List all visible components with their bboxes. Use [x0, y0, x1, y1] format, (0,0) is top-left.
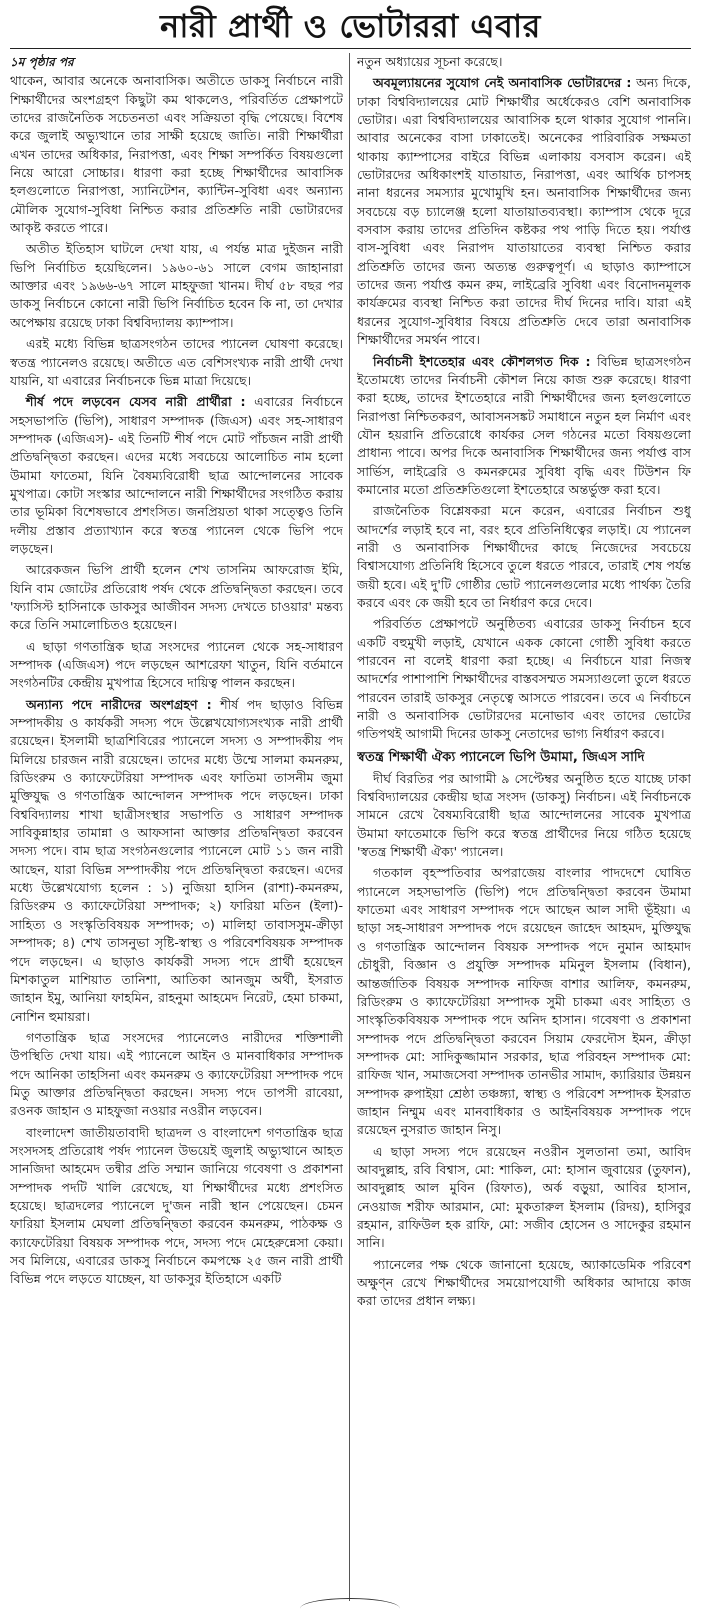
inline-subheading: শীর্ষ পদে লড়বেন যেসব নারী প্রার্থীরা : — [26, 394, 246, 410]
left-column — [10, 53, 343, 1605]
continued-from-page-label: ১ম পৃষ্ঠার পর — [10, 55, 74, 69]
headline-rule — [10, 48, 691, 49]
paragraph-text: অন্য দিকে, ঢাকা বিশ্ববিদ্যালয়ের মোট শিক্ষার্থীর অর্ধেকেরও বেশি অনাবাসিক ভোটার। এরা বিশ্ববিদ্যালয়ের আবাসিক হলে থাকার সুযোগ পাননি। আবার অনেকের বাসা ঢাকাতেই। অনেকের পারিবারিক সক্ষমতা থাকায় ক্যাম্পাসের বাইরে বিভিন্ন এলাকায় বসবাস করেন। এই ভোটারদের অধিকাংশই যাতায়াত, নিরাপত্তা, এবং আর্থিক চাপসহ নানা ধরনের সমস্যার মুখোমুখি হন। অনাবাসিক শিক্ষার্থীদের জন্য সবচেয়ে বড় চ্যালেঞ্জ হলো যাতায়াতব্যবস্থা। ক্যাম্পাস থেকে দূরে বসবাস করায় তাদের প্রতিদিন কষ্টকর পথ পাড়ি দিতে হয়। পর্যাপ্ত বাস-সুবিধা এবং নিরাপদ যাতায়াতের ব্যবস্থা নিশ্চিত করার প্রতিশ্রুতি তাদের জন্য অত্যন্ত গুরুত্বপূর্ণ। এ ছাড়াও ক্যাম্পাসে তাদের জন্য পর্যাপ্ত কমন রুম, লাইব্রেরি সুবিধা এবং বিনোদনমূলক কার্যক্রমের ব্যবস্থা নিশ্চিত করা তাদের দীর্ঘ দিনের দাবি। যারা এই ধরনের সুযোগ-সুবিধার বিষয়ে প্রতিশ্রুতি দেবে তারা অনাবাসিক শিক্ষার্থীদের সমর্থন পাবে। — [357, 75, 691, 348]
paragraph: রাজনৈতিক বিশ্লেষকরা মনে করেন, এবারের নির্বাচন শুধু আদর্শের লড়াই হবে না, বরং হবে প্রতিনিধিত্বের লড়াই। যে প্যানেল নারী ও অনাবাসিক শিক্ষার্থীদের কাছে নিজেদের সবচেয়ে বিশ্বাসযোগ্য প্রতিনিধি হিসেবে তুলে ধরতে পারবে, তারাই শেষ পর্যন্ত জয়ী হবে। এই দু'টি গোষ্ঠীর ভোট প্যানেলগুলোর মধ্যে পার্থক্য তৈরি করবে এবং কে জয়ী হবে তা নির্ধারণ করে দেবে। — [357, 503, 691, 610]
paragraph: প্যানেলের পক্ষ থেকে জানানো হয়েছে, অ্যাকাডেমিক পরিবেশ অক্ষুণ্ন রেখে শিক্ষার্থীদের সময়োপযোগী অধিকার আদায়ে কাজ করা তাদের প্রধান লক্ষ্য। — [357, 1256, 691, 1309]
paragraph-text: শীর্ষ পদ ছাড়াও বিভিন্ন সম্পাদকীয় ও কার্যকরী সদস্য পদে উল্লেখযোগ্যসংখ্যক নারী প্রার্থী রয়েছেন। ইসলামী ছাত্রশিবিরের প্যানেলে সদস্য ও সম্পাদকীয় পদ মিলিয়ে চারজন নারী রয়েছেন। তাদের মধ্যে উম্মে সালমা কমনরুম, রিডিংরুম ও ক্যাফেটেরিয়া সম্পাদক এবং ফাতিমা তাসনীম জুমা মুক্তিযুদ্ধ ও গণতান্ত্রিক আন্দোলন সম্পাদক পদে লড়ছেন। ঢাকা বিশ্ববিদ্যালয় শাখা ছাত্রীসংস্থার সভাপতি ও সাধারণ সম্পাদক সাবিকুন্নাহার তামান্না ও আফসানা আক্তার প্রতিদ্বন্দ্বিতা করবেন সদস্য পদে। বাম ছাত্র সংগঠনগুলোর প্যানেলে মোট ১১ জন নারী আছেন, যারা বিভিন্ন সম্পাদকীয় পদে প্রতিদ্বন্দ্বিতা করছেন। এদের মধ্যে উল্লেখযোগ্য হলেন : ১) নুজিয়া হাসিন (রাশা)-কমনরুম, রিডিংরুম ও ক্যাফেটেরিয়া সম্পাদক; ২) ফারিয়া মতিন (ইলা)-সাহিত্য ও সংস্কৃতিবিষয়ক সম্পাদক; ৩) মালিহা তাবাসসুম-ক্রীড়া সম্পাদক; ৪) শেখ তাসনুভা সৃষ্টি-স্বাস্থ্য ও পরিবেশবিষয়ক সম্পাদক পদে লড়ছেন। এ ছাড়াও কার্যকরী সদস্য পদে প্রার্থী হয়েছেন মিশকাতুল মাশিয়াত তানিশা, আতিকা আনজুম অর্থী, ইসরাত জাহান ইমু, আনিয়া ফাহমিন, রাহনুমা আহমেদ নিরেট, হেমা চাকমা, নোশিন হুমায়রা। — [10, 696, 343, 1024]
paragraph: এ ছাড়া গণতান্ত্রিক ছাত্র সংসদের প্যানেল থেকে সহ-সাধারণ সম্পাদক (এজিএস) পদে লড়ছেন আশরেফা খাতুন, যিনি বর্তমানে সংগঠনটির কেন্দ্রীয় মুখপাত্র হিসেবে দায়িত্ব পালন করছেন। — [10, 638, 343, 691]
paragraph: গতকাল বৃহস্পতিবার অপরাজেয় বাংলার পাদদেশে ঘোষিত প্যানেলে সহসভাপতি (ভিপি) পদে প্রতিদ্বন্দ্বিতা করবেন উমামা ফাতেমা এবং সাধারণ সম্পাদক পদে আছেন আল সাদী ভূঁইয়া। এ ছাড়া সহ-সাধারণ সম্পাদক পদে রয়েছেন জাহেদ আহমদ, মুক্তিযুদ্ধ ও গণতান্ত্রিক আন্দোলন বিষয়ক সম্পাদক পদে নুমান আহমাদ চৌধুরী, বিজ্ঞান ও প্রযুক্তি সম্পাদক মমিনুল ইসলাম (বিধান), আন্তর্জাতিক বিষয়ক সম্পাদক নাফিজ বাশার আলিফ, কমনরুম, রিডিংরুম ও ক্যাফেটেরিয়া সম্পাদক সুমী চাকমা এবং সাহিত্য ও সাংস্কৃতিকবিষয়ক সম্পাদক পদে অনিদ হাসান। গবেষণা ও প্রকাশনা সম্পাদক পদে প্রতিদ্বন্দ্বিতা করবেন সিয়াম ফেরদৌস ইমন, ক্রীড়া সম্পাদক মো: সাদিকুজ্জামান সরকার, ছাত্র পরিবহন সম্পাদক মো: রাফিজ খান, সমাজসেবা সম্পাদক তানভীর সামাদ, ক্যারিয়ার উন্নয়ন সম্পাদক রুপাইয়া শ্রেষ্ঠা তঞ্চঙ্গ্যা, স্বাস্থ্য ও পরিবেশ সম্পাদক ইসরাত জাহান নিম্মুম এবং মানবাধিকার ও আইনবিষয়ক সম্পাদক পদে রয়েছেন নুসরাত জাহান নিসু। — [357, 865, 691, 1138]
section-subheading: স্বতন্ত্র শিক্ষার্থী ঐক্য প্যানেলে ভিপি উমামা, জিএস সাদি — [357, 749, 645, 765]
paragraph: আরেকজন ভিপি প্রার্থী হলেন শেখ তাসনিম আফরোজ ইমি, যিনি বাম জোটের প্রতিরোধ পর্ষদ থেকে প্রতিদ্বন্দ্বিতা করছেন। তবে 'ফ্যাসিস্ট হাসিনাকে ডাকসুর আজীবন সদস্য দেখতে চাওয়ার' মন্তব্য করে তিনি সমালোচিতও হয়েছেন। — [10, 562, 343, 633]
paragraph: এ ছাড়া সদস্য পদে রয়েছেন নওরীন সুলতানা তমা, আবিদ আবদুল্লাহ, রবি বিশ্বাস, মো: শাকিল, মো: হাসান জুবায়ের (তুফান), আবদুল্লাহ আল মুবিন (রিফাত), অর্ক বড়ুয়া, আবির হাসান, নেওয়াজ শরীফ আরমান, মো: মুকতারুল ইসলাম (রিদয়), হাসিবুর রহমান, রাফিউল হক রাফি, মো: সজীব হোসেন ও সাদেকুর রহমান সানি। — [357, 1143, 691, 1251]
inline-subheading: অন্যান্য পদে নারীদের অংশগ্রহণ : — [26, 696, 212, 712]
paragraph: এরই মধ্যে বিভিন্ন ছাত্রসংগঠন তাদের প্যানেল ঘোষণা করেছে। স্বতন্ত্র প্যানেলও রয়েছে। অতীতে এত বেশিসংখ্যক নারী প্রার্থী দেখা যায়নি, যা এবারের নির্বাচনকে ভিন্ন মাত্রা দিয়েছে। — [10, 336, 343, 388]
paragraph: থাকেন, আবার অনেকে অনাবাসিক। অতীতে ডাকসু নির্বাচনে নারী শিক্ষার্থীদের অংশগ্রহণ কিছুটা কম থাকলেও, পরিবর্তিত প্রেক্ষাপটে তাদের রাজনৈতিক সচেতনতা এবং সক্রিয়তা বৃদ্ধি পেয়েছে। বিশেষ করে জুলাই অভ্যুত্থানে তার সাক্ষী হয়েছে জাতি। নারী শিক্ষার্থীরা এখন তাদের অধিকার, নিরাপত্তা, এবং শিক্ষা সম্পর্কিত বিষয়গুলো নিয়ে আরো সোচ্চার। ধারণা করা হচ্ছে শিক্ষার্থীদের আবাসিক হলগুলোতে নিরাপত্তা, স্যানিটেশন, ক্যান্টিন-সুবিধা এবং অন্যান্য মৌলিক সুযোগ-সুবিধা নিশ্চিত করার প্রতিশ্রুতি নারী ভোটারদের আকৃষ্ট করতে পারে। — [10, 73, 343, 236]
inline-subheading: অবমূল্যায়নের সুযোগ নেই অনাবাসিক ভোটারদের : — [373, 75, 632, 91]
headline: নারী প্রার্থী ও ভোটাররা এবার — [160, 7, 541, 45]
column-divider — [349, 53, 350, 1601]
paragraph: অতীত ইতিহাস ঘাটলে দেখা যায়, এ পর্যন্ত মাত্র দুইজন নারী ভিপি নির্বাচিত হয়েছিলেন। ১৯৬০-৬১ সালে বেগম জাহানারা আক্তার এবং ১৯৬৬-৬৭ সালে মাহফুজা খানম। দীর্ঘ ৫৮ বছর পর ডাকসু নির্বাচনে কোনো নারী ভিপি নির্বাচিত হবেন কি না, তা দেখার অপেক্ষায় রয়েছে ঢাকা বিশ্ববিদ্যালয় ক্যাম্পাস। — [10, 241, 343, 330]
paragraph — [10, 393, 343, 558]
paragraph: গণতান্ত্রিক ছাত্র সংসদের প্যানেলেও নারীদের শক্তিশালী উপস্থিতি দেখা যায়। এই প্যানেলে আইন ও মানবাধিকার সম্পাদক পদে আনিকা তাহসিনা এবং কমনরুম ও ক্যাফেটেরিয়া সম্পাদক পদে মিতু আক্তার প্রতিদ্বন্দ্বিতা করছেন। সদস্য পদে তাপসী রাবেয়া, রওনক জাহান ও মাহফুজা নওয়ার নওরীন লড়বেন। — [10, 1029, 343, 1119]
paragraph — [10, 696, 343, 1026]
right-column — [357, 53, 691, 1605]
paragraph — [357, 353, 691, 500]
paragraph-text: এবারের নির্বাচনে সহসভাপতি (ভিপি), সাধারণ সম্পাদক (জিএস) এবং সহ-সাধারণ সম্পাদক (এজিএস)- এই তিনটি শীর্ষ পদে মোট পাঁচজন নারী প্রার্থী প্রতিদ্বন্দ্বিতা করছেন। এদের মধ্যে সবচেয়ে আলোচিত নাম হলো উমামা ফাতেমা, যিনি বৈষম্যবিরোধী ছাত্র আন্দোলনের সাবেক মুখপাত্র। কোটা সংস্কার আন্দোলনে নারী শিক্ষার্থীদের সংগঠিত করায় তার ভূমিকা বিশেষভাবে প্রশংসিত। জনপ্রিয়তা থাকা সত্ত্বেও তিনি দলীয় প্রস্তাব প্রত্যাখ্যান করে স্বতন্ত্র প্যানেল থেকে ভিপি পদে লড়ছেন। — [10, 394, 343, 556]
paragraph-text: বিভিন্ন ছাত্রসংগঠন ইতোমধ্যে তাদের নির্বাচনী কৌশল নিয়ে কাজ শুরু করেছে। ধারণা করা হচ্ছে, তাদের ইশতেহারে নারী শিক্ষার্থীদের জন্য হলগুলোতে নিরাপত্তা নিশ্চিতকরণ, আবাসনসঙ্কট সমাধানে নতুন হল নির্মাণ এবং যৌন হয়রানি প্রতিরোধে কার্যকর সেল গঠনের মতো বিষয়গুলো প্রাধান্য পাবে। অপর দিকে অনাবাসিক শিক্ষার্থীদের জন্য পর্যাপ্ত বাস সার্ভিস, লাইব্রেরি ও কমনরুমের সুবিধা বৃদ্ধি এবং টিউশন ফি কমানোর মতো প্রতিশ্রুতিগুলো ইশতেহারে অন্তর্ভুক্ত করা হবে। — [357, 353, 691, 497]
inline-subheading: নির্বাচনী ইশতেহার এবং কৌশলগত দিক : — [373, 353, 591, 369]
paragraph: নতুন অধ্যায়ের সূচনা করেছে। — [357, 54, 503, 69]
paragraph — [357, 74, 691, 349]
paragraph: দীর্ঘ বিরতির পর আগামী ৯ সেপ্টেম্বর অনুষ্ঠিত হতে যাচ্ছে ঢাকা বিশ্ববিদ্যালয়ের কেন্দ্রীয় ছাত্র সংসদ (ডাকসু) নির্বাচন। এই নির্বাচনকে সামনে রেখে বৈষম্যবিরোধী ছাত্র আন্দোলনের সাবেক মুখপাত্র উমামা ফাতেমাকে ভিপি করে স্বতন্ত্র প্রার্থীদের নিয়ে গঠিত হয়েছে 'স্বতন্ত্র শিক্ষার্থী ঐক্য' প্যানেল। — [357, 770, 691, 860]
paragraph: বাংলাদেশ জাতীয়তাবাদী ছাত্রদল ও বাংলাদেশ গণতান্ত্রিক ছাত্র সংসদসহ প্রতিরোধ পর্ষদ প্যানেল উভয়েই জুলাই অভ্যুত্থানে আহত সানজিদা আহমেদ তন্বীর প্রতি সম্মান জানিয়ে গবেষণা ও প্রকাশনা সম্পাদক পদটি খালি রেখেছে, যা শিক্ষার্থীদের মধ্যে প্রশংসিত হয়েছে। ছাত্রদলের প্যানেলে দু'জন নারী স্থান পেয়েছেন। চেমন ফারিয়া ইসলাম মেঘলা প্রতিদ্বন্দ্বিতা করবেন কমনরুম, পাঠকক্ষ ও ক্যাফেটেরিয়া বিষয়ক সম্পাদক পদে, সদস্য পদে মেহেরুন্নেসা কেয়া। সব মিলিয়ে, এবারের ডাকসু নির্বাচনে কমপক্ষে ২৫ জন নারী প্রার্থী বিভিন্ন পদে লড়তে যাচ্ছেন, যা ডাকসুর ইতিহাসে একটি — [10, 1124, 343, 1287]
paragraph: পরিবর্তিত প্রেক্ষাপটে অনুষ্ঠিতব্য এবারের ডাকসু নির্বাচন হবে একটি বহুমুখী লড়াই, যেখানে একক কোনো গোষ্ঠী সুবিধা করতে পারবেন না বলেই ধারণা করা হচ্ছে। এ নির্বাচনে যারা নিজস্ব আদর্শের পাশাপাশি শিক্ষার্থীদের বাস্তবসম্মত সমস্যাগুলো তুলে ধরতে পারবেন তারাই ডাকসুর নেতৃত্বে আসতে পারবেন। তবে এ নির্বাচনে নারী ও অনাবাসিক ভোটারদের মনোভাব এবং তাদের ভোটের গতিপথই আগামী দিনের ডাকসু নেতাদের ভাগ্য নির্ধারণ করবে। — [357, 616, 691, 742]
